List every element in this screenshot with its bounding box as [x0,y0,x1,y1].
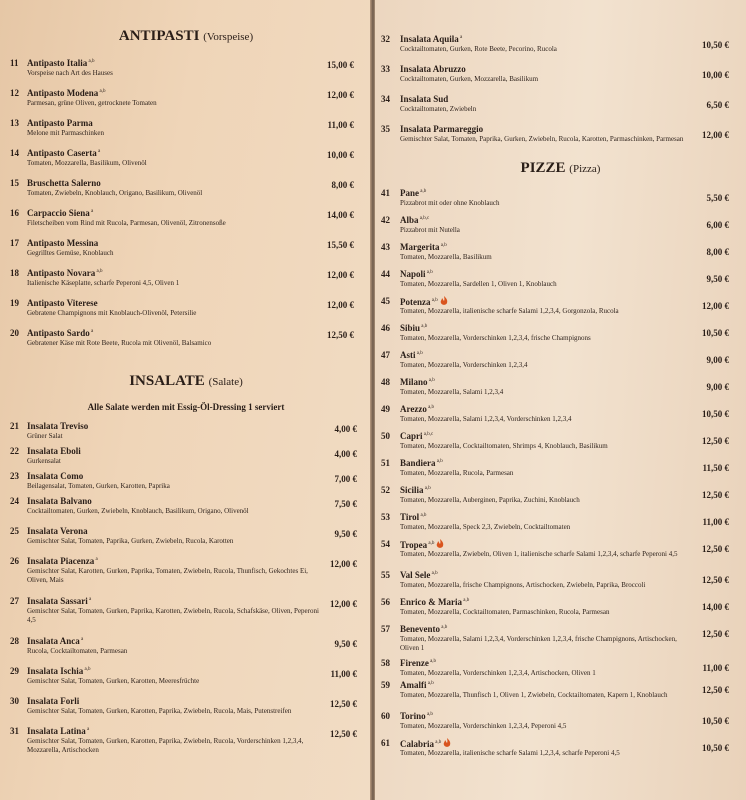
item-description: Cocktailtomaten, Gurken, Zwiebeln, Knoblauch, Basilikum, Origano, Olivenöl [27,507,249,515]
allergen-marks: a [94,557,98,562]
item-price: 12,00 € [327,90,354,100]
item-price: 10,50 € [702,40,729,50]
item-name [400,124,483,134]
allergen-marks: a [89,329,94,334]
allergen-marks: a,b [420,324,428,329]
item-description: Tomaten, Mozzarella, Salami 1,2,3,4, Vorderschinken 1,2,3,4, frische Champignons, Artischocken, Oliven 1 [400,635,677,652]
item-name [400,188,426,198]
item-price: 11,00 € [327,120,354,130]
item-description: Tomaten, Mozzarella, frische Champignons, Artischocken, Zwiebeln, Paprika, Broccoli [400,581,646,589]
item-number: 52 [381,485,390,495]
item-number: 55 [381,570,390,580]
item-price: 10,00 € [327,150,354,160]
allergen-marks: a,b,c [418,216,430,221]
allergen-marks: a [89,209,94,214]
item-name-text: Insalata Como [27,471,84,481]
item-description: Rucola, Cocktailtomaten, Parmesan [27,647,128,655]
item-name-text: Tropea [400,540,428,550]
item-description: Tomaten, Mozzarella, Vorderschinken 1,2,3,4, frische Champignons [400,334,591,342]
allergen-marks: a,b [423,486,431,491]
item-description: Pizzabrot mit oder ohne Knoblauch [400,199,500,207]
item-name [400,738,451,749]
allergen-marks: a [87,597,92,602]
item-description: Gemischter Salat, Karotten, Gurken, Paprika, Tomaten, Zwiebeln, Rucola, Thunfisch, Gekochtes Ei, Oliven, Mais [27,567,308,584]
item-name [27,421,88,431]
allergen-marks: a,b [440,625,448,630]
item-name [27,556,98,566]
item-number: 30 [10,696,19,706]
antipasti-heading [0,28,372,45]
item-price: 14,00 € [702,602,729,612]
item-number: 53 [381,512,390,522]
item-description: Tomaten, Mozzarella, Vorderschinken 1,2,3,4 [400,361,528,369]
item-price: 5,50 € [706,193,729,203]
item-description: Gemischter Salat, Tomaten, Gurken, Karotten, Meeresfrüchte [27,677,200,685]
item-number: 48 [381,377,390,387]
item-description: Tomaten, Mozzarella, Sardellen 1, Oliven 1, Knoblauch [400,280,557,288]
allergen-marks: a,b [430,298,438,303]
item-name-text: Pane [400,188,419,198]
item-number: 18 [10,268,19,278]
item-price: 7,00 € [334,474,357,484]
item-name-text: Antipasto Viterese [27,298,98,308]
item-name [400,485,431,495]
item-price: 14,00 € [327,210,354,220]
allergen-marks: a,b [415,351,423,356]
item-price: 12,50 € [327,330,354,340]
item-name-text: Insalata Latina [27,726,86,736]
allergen-marks: a,b [98,89,106,94]
allergen-marks: a,b [427,541,435,546]
item-name-text: Bruschetta Salerno [27,178,101,188]
item-price: 15,00 € [327,60,354,70]
allergen-marks: a,b [434,740,442,745]
item-name-text: Antipasto Sardo [27,328,90,338]
item-number: 21 [10,421,19,431]
item-number: 26 [10,556,19,566]
item-name-text: Antipasto Novara [27,268,96,278]
item-name-text: Firenze [400,658,429,668]
item-name [27,88,106,98]
allergen-marks: a,b [439,243,447,248]
item-name [27,526,88,536]
allergen-marks: a,b [428,659,437,664]
item-number: 46 [381,323,390,333]
item-price: 12,50 € [702,685,729,695]
item-number: 24 [10,496,19,506]
item-price: 9,50 € [706,274,729,284]
item-number: 43 [381,242,390,252]
item-price: 12,50 € [702,629,729,639]
item-price: 9,00 € [706,382,729,392]
item-description: Tomaten, Zwiebeln, Knoblauch, Origano, Basilikum, Olivenöl [27,189,203,197]
item-name [27,58,95,68]
allergen-marks: a,b [427,378,435,383]
item-name [27,238,98,248]
item-name [400,458,443,468]
item-description: Gurkensalat [27,457,61,465]
item-number: 17 [10,238,19,248]
allergen-marks: a,b,c [422,432,434,437]
item-description: Tomaten, Mozzarella, Vorderschinken 1,2,3,4, Peperoni 4,5 [400,722,567,730]
item-price: 12,50 € [330,699,357,709]
item-number: 15 [10,178,19,188]
allergen-marks: a [458,35,463,40]
allergen-marks: a,b [426,681,434,686]
item-name [400,404,434,414]
item-name-text: Potenza [400,297,431,307]
item-name-text: Insalata Verona [27,526,88,536]
item-number: 13 [10,118,19,128]
item-name-text: Enrico & Maria [400,597,462,607]
item-price: 10,50 € [702,409,729,419]
item-number: 45 [381,296,390,306]
item-number: 59 [381,680,390,690]
item-name [400,296,448,307]
allergen-marks: a,b [435,459,443,464]
item-name [400,215,429,225]
item-name-text: Sibiu [400,323,421,333]
item-name-text: Carpaccio Siena [27,208,90,218]
item-description: Tomaten, Mozzarella, Thunfisch 1, Oliven 1, Zwiebeln, Cocktailtomaten, Kapern 1, Knoblauch [400,691,668,699]
item-number: 20 [10,328,19,338]
item-price: 12,00 € [327,270,354,280]
item-number: 41 [381,188,390,198]
item-name [400,539,444,550]
item-name [400,431,433,441]
item-name [400,658,436,668]
item-name [400,597,469,607]
item-name [400,624,447,634]
item-description: Tomaten, Mozzarella, Rucola, Parmesan [400,469,514,477]
item-description: Gemischter Salat, Tomaten, Paprika, Gurken, Zwiebeln, Rucola, Karotten [27,537,234,545]
item-price: 10,50 € [702,716,729,726]
item-price: 11,00 € [330,669,357,679]
item-price: 6,00 € [706,220,729,230]
item-price: 12,50 € [702,490,729,500]
item-number: 19 [10,298,19,308]
item-description: Tomaten, Mozzarella, Salami 1,2,3,4, Vorderschinken 1,2,3,4 [400,415,572,423]
allergen-marks: a,b [95,269,103,274]
item-price: 15,50 € [327,240,354,250]
item-number: 34 [381,94,390,104]
chili-icon [443,738,451,748]
item-name [400,94,448,104]
item-name-text: Margerita [400,242,440,252]
pizze-subtitle: (Pizza) [569,163,601,175]
item-number: 25 [10,526,19,536]
item-price: 12,50 € [702,436,729,446]
item-price: 11,00 € [702,517,729,527]
item-number: 61 [381,738,390,748]
pizze-title: PIZZE [520,160,566,176]
item-name-text: Calabria [400,739,435,749]
item-name [27,148,100,158]
item-name-text: Val Sele [400,570,431,580]
item-name [27,118,93,128]
item-name-text: Antipasto Italia [27,58,88,68]
item-price: 10,50 € [702,328,729,338]
item-description: Tomaten, Mozzarella, Zwiebeln, Oliven 1, italienische scharfe Salami 1,2,3,4, scharfe Peperoni 4,5 [400,550,678,558]
item-name-text: Antipasto Parma [27,118,93,128]
item-description: Tomaten, Mozzarella, Cocktailtomaten, Parmaschinken, Rucola, Parmesan [400,608,610,616]
item-description: Tomaten, Mozzarella, Cocktailtomaten, Shrimps 4, Knoblauch, Basilikum [400,442,608,450]
item-name [400,512,426,522]
item-name [27,268,103,278]
item-number: 23 [10,471,19,481]
item-price: 12,50 € [330,729,357,739]
item-name [400,680,434,690]
item-name [27,596,91,606]
item-number: 42 [381,215,390,225]
item-number: 32 [381,34,390,44]
item-name [400,34,462,44]
item-number: 54 [381,539,390,549]
item-name-text: Insalata Treviso [27,421,89,431]
allergen-marks: a,b [426,405,435,410]
item-name [400,64,466,74]
item-price: 9,50 € [334,639,357,649]
item-description: Pizzabrot mit Nutella [400,226,460,234]
item-name [400,570,438,580]
item-number: 12 [10,88,19,98]
item-name-text: Antipasto Caserta [27,148,97,158]
item-name [27,636,83,646]
item-name-text: Bandiera [400,458,436,468]
item-price: 12,50 € [702,575,729,585]
item-name-text: Insalata Sassari [27,596,88,606]
item-name [400,350,423,360]
item-number: 11 [10,58,19,68]
item-description: Tomaten, Mozzarella, Vorderschinken 1,2,3,4, Artischocken, Oliven 1 [400,669,596,677]
item-description: Gemischter Salat, Tomaten, Gurken, Paprika, Karotten, Zwiebeln, Rucola, Schafskäse, Oliven, Peperoni 4,5 [27,607,319,624]
allergen-marks: a,b [462,598,470,603]
item-name [27,696,79,706]
item-name-text: Arezzo [400,404,427,414]
insalate-title: INSALATE [129,373,205,389]
item-name-text: Insalata Abruzzo [400,64,466,74]
salad-dressing-note: Alle Salate werden mit Essig-Öl-Dressing 1 serviert [87,402,285,412]
item-name-text: Insalata Ischia [27,666,84,676]
item-name [27,496,92,506]
item-name-text: Sicilia [400,485,424,495]
item-name-text: Milano [400,377,428,387]
item-name [400,711,433,721]
item-name [27,208,93,218]
item-price: 12,00 € [330,599,357,609]
item-price: 12,00 € [702,301,729,311]
item-number: 29 [10,666,19,676]
allergen-marks: a,b [87,59,95,64]
item-description: Parmesan, grüne Oliven, getrocknete Tomaten [27,99,157,107]
item-description: Tomaten, Mozzarella, Basilikum [400,253,492,261]
item-price: 9,50 € [334,529,357,539]
item-name [400,269,433,279]
item-number: 35 [381,124,390,134]
item-name [400,377,435,387]
item-name [27,666,91,676]
item-number: 50 [381,431,390,441]
item-price: 8,00 € [331,180,354,190]
item-description: Gemischter Salat, Tomaten, Gurken, Karotten, Paprika, Zwiebeln, Rucola, Mais, Putenstreifen [27,707,292,715]
menu-page-right [375,0,746,800]
item-name [400,242,447,252]
item-price: 12,00 € [330,559,357,569]
item-name-text: Napoli [400,269,426,279]
item-price: 9,00 € [706,355,729,365]
item-price: 11,50 € [702,463,729,473]
item-number: 31 [10,726,19,736]
item-description: Cocktailtomaten, Gurken, Rote Beete, Pecorino, Rucola [400,45,557,53]
item-number: 28 [10,636,19,646]
item-number: 22 [10,446,19,456]
item-description: Gebratener Käse mit Rote Beete, Rucola mit Olivenöl, Balsamico [27,339,212,347]
insalate-subtitle: (Salate) [208,376,243,388]
item-price: 4,00 € [334,449,357,459]
allergen-marks: a,b [419,189,427,194]
item-name [27,328,93,338]
menu-page-left [0,0,372,800]
allergen-marks: a,b [425,712,433,717]
chili-icon [436,539,444,549]
item-number: 47 [381,350,390,360]
allergen-marks: a [96,149,101,154]
item-name [27,726,89,736]
item-price: 4,00 € [334,424,357,434]
item-number: 33 [381,64,390,74]
item-description: Tomaten, Mozzarella, Salami 1,2,3,4 [400,388,504,396]
item-description: Beilagensalat, Tomaten, Gurken, Karotten, Paprika [27,482,170,490]
allergen-marks: a [85,727,90,732]
item-name-text: Alba [400,215,419,225]
item-price: 6,50 € [706,100,729,110]
item-price: 11,00 € [702,663,729,673]
item-description: Melone mit Parmaschinken [27,129,104,137]
item-name-text: Capri [400,431,423,441]
item-description: Tomaten, Mozzarella, Auberginen, Paprika, Zuchini, Knoblauch [400,496,580,504]
item-number: 60 [381,711,390,721]
item-number: 57 [381,624,390,634]
item-price: 10,00 € [702,70,729,80]
item-name-text: Benevento [400,624,440,634]
item-description: Cocktailtomaten, Zwiebeln [400,105,477,113]
item-name [27,178,101,188]
item-number: 44 [381,269,390,279]
item-price: 12,00 € [327,300,354,310]
allergen-marks: a,b [419,513,427,518]
item-description: Grüner Salat [27,432,63,440]
item-name-text: Insalata Forli [27,696,80,706]
item-number: 49 [381,404,390,414]
item-name-text: Insalata Parmareggio [400,124,484,134]
antipasti-title: ANTIPASTI [118,28,200,44]
item-price: 7,50 € [334,499,357,509]
item-name [400,323,427,333]
item-description: Tomaten, Mozzarella, italienische scharfe Salami 1,2,3,4, scharfe Peperoni 4,5 [400,749,620,757]
item-price: 10,50 € [702,743,729,753]
item-name-text: Insalata Aquila [400,34,459,44]
insalate-heading [0,373,372,390]
item-name-text: Tirol [400,512,420,522]
allergen-marks: a [79,637,84,642]
item-name [27,471,83,481]
item-number: 51 [381,458,390,468]
item-number: 16 [10,208,19,218]
item-price: 12,00 € [702,130,729,140]
item-description: Tomaten, Mozzarella, italienische scharfe Salami 1,2,3,4, Gorgonzola, Rucola [400,307,619,315]
allergen-marks: a,b [425,270,433,275]
item-number: 56 [381,597,390,607]
item-name-text: Asti [400,350,416,360]
item-description: Tomaten, Mozzarella, Speck 2,3, Zwiebeln, Cocktailtomaten [400,523,571,531]
item-description: Tomaten, Mozzarella, Basilikum, Olivenöl [27,159,147,167]
item-number: 14 [10,148,19,158]
item-description: Italienische Käseplatte, scharfe Peperoni 4,5, Oliven 1 [27,279,180,287]
item-name-text: Insalata Sud [400,94,449,104]
item-description: Cocktailtomaten, Gurken, Mozzarella, Basilikum [400,75,539,83]
item-name-text: Insalata Balvano [27,496,92,506]
allergen-marks: a,b [430,571,438,576]
item-price: 8,00 € [706,247,729,257]
item-number: 58 [381,658,390,668]
item-name-text: Insalata Anca [27,636,80,646]
item-name [27,446,81,456]
chili-icon [440,296,448,306]
item-description: Gemischter Salat, Tomaten, Paprika, Gurken, Zwiebeln, Rucola, Karotten, Parmaschinken, Parmesan [400,135,684,143]
item-price: 12,50 € [702,544,729,554]
pizze-heading [375,160,746,177]
item-name-text: Insalata Piacenza [27,556,95,566]
allergen-marks: a,b [83,667,91,672]
item-description: Gebratene Champignons mit Knoblauch-Olivenöl, Petersilie [27,309,197,317]
item-name [27,298,98,308]
item-description: Vorspeise nach Art des Hauses [27,69,113,77]
item-name-text: Torino [400,711,426,721]
item-number: 27 [10,596,19,606]
item-name-text: Antipasto Modena [27,88,99,98]
item-name-text: Insalata Eboli [27,446,81,456]
item-name-text: Antipasto Messina [27,238,99,248]
item-description: Gegrilltes Gemüse, Knoblauch [27,249,114,257]
item-description: Filetscheiben vom Rind mit Rucola, Parmesan, Olivenöl, Zitronensoße [27,219,226,227]
item-description: Gemischter Salat, Tomaten, Gurken, Karotten, Paprika, Zwiebeln, Rucola, Vorderschinken 1,2,3,4, Mozzarella, Artischocken [27,737,304,754]
antipasti-subtitle: (Vorspeise) [203,31,254,43]
item-name-text: Amalfi [400,680,427,690]
